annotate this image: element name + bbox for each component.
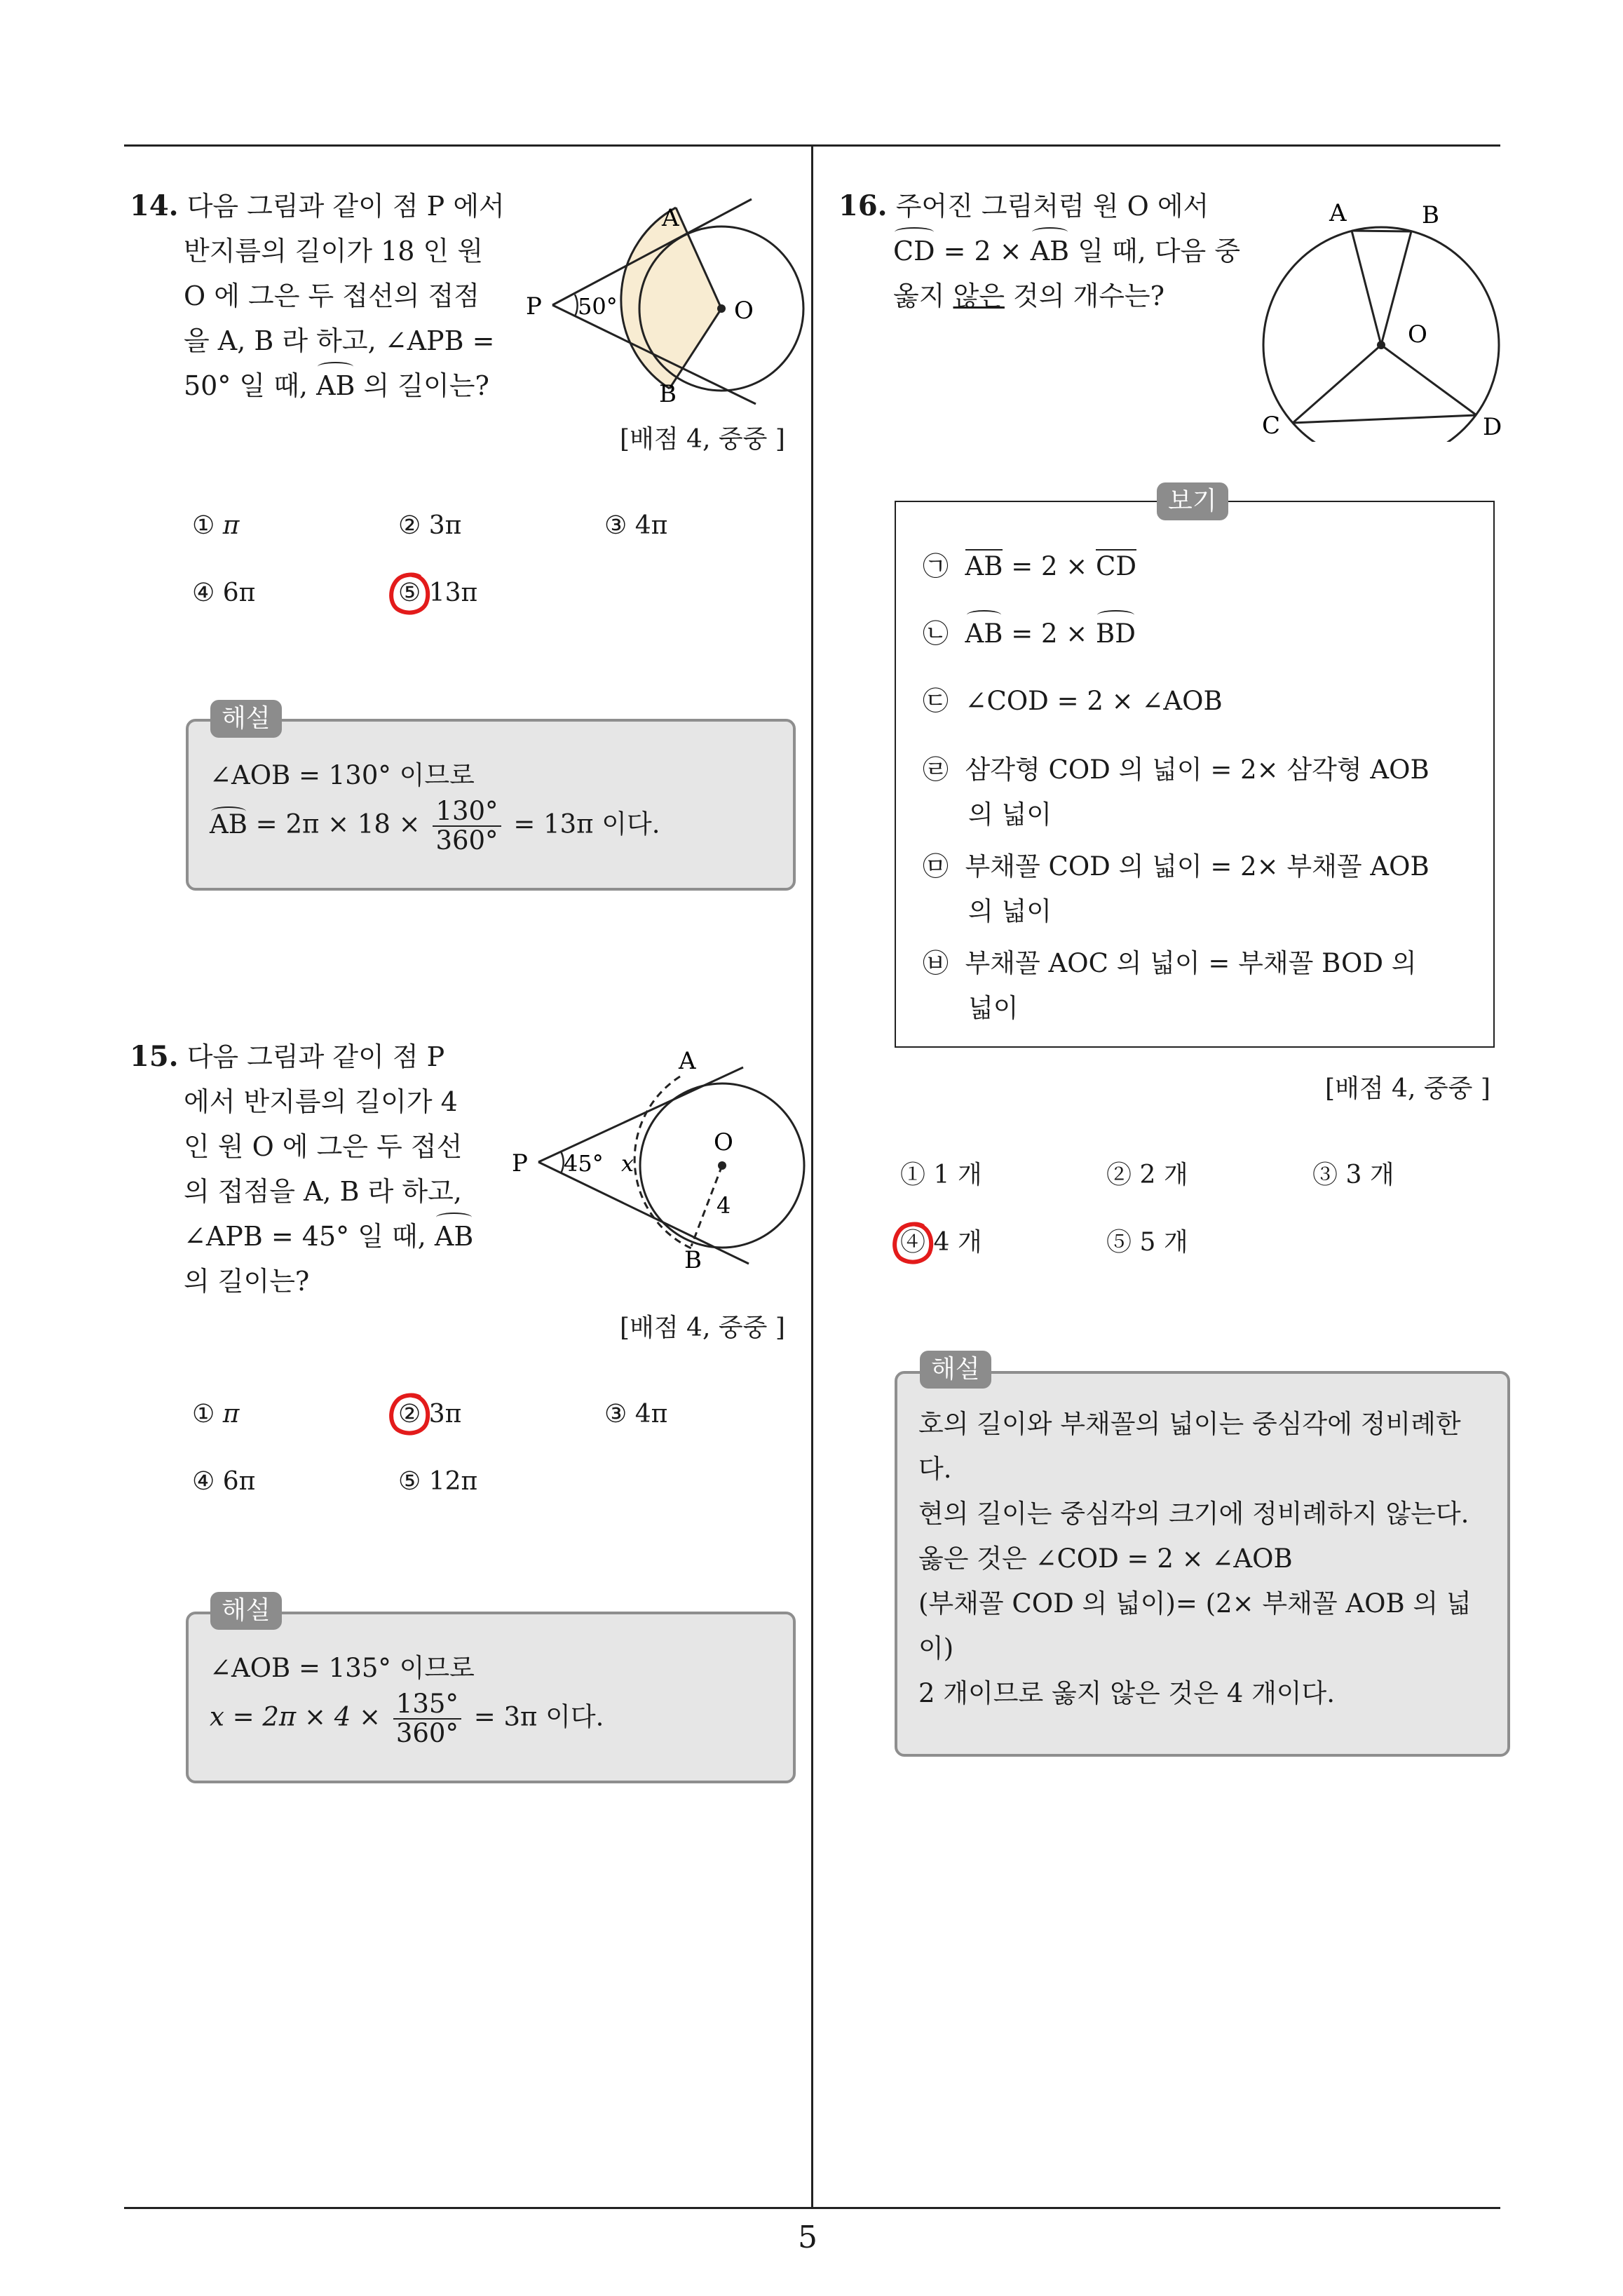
choice-1[interactable]: ① π — [192, 511, 240, 540]
explanation-tag: 해설 — [210, 700, 282, 738]
choice-4[interactable]: ④ 4 개 — [900, 1228, 982, 1257]
label-angle: 45° — [564, 1150, 604, 1177]
label-b: B — [684, 1246, 702, 1274]
choice-2[interactable]: ② 2 개 — [1106, 1161, 1188, 1189]
explanation-box: ∠AOB = 130° 이므로 AB = 2π × 18 × $\frac{130^\circ}{360^\circ}$ = 13π 이다. — [186, 719, 796, 891]
question-text-line: 에서 반지름의 길이가 4 — [184, 1086, 458, 1117]
question-text-line: O 에 그은 두 접선의 접점 — [184, 281, 480, 311]
fraction: $\frac{135^\circ}{360^\circ}$ — [393, 1690, 461, 1748]
q14-figure — [519, 189, 813, 421]
explanation-line: 호의 길이와 부채꼴의 넓이는 중심각에 정비례한 — [918, 1409, 1461, 1439]
question-number: 14. — [130, 189, 179, 222]
label-p: P — [526, 292, 542, 320]
label-a: A — [679, 1047, 696, 1075]
bogi-item-2: ㉡ AB = 2 × BD — [923, 612, 1136, 656]
tangent-line-a — [538, 1067, 743, 1162]
explanation-line: ∠AOB = 130° 이므로 — [210, 760, 475, 790]
explanation-box — [895, 1371, 1510, 1757]
explanation-line: 2 개이므로 옳지 않은 것은 4 개이다. — [918, 1678, 1336, 1708]
question-text-line: 다음 그림과 같이 점 P 에서 — [186, 191, 505, 222]
score-label: [배점 4, 중중 ] — [1325, 1074, 1490, 1103]
explanation-line: (부채꼴 COD 의 넓이)= (2× 부채꼴 AOB 의 넓 — [918, 1588, 1472, 1619]
answer-circle-mark — [386, 569, 435, 619]
explanation-line: 다. — [918, 1454, 952, 1484]
choice-5[interactable]: ⑤ 13π — [398, 579, 478, 607]
question-text-line: 반지름의 길이가 18 인 원 — [184, 236, 484, 266]
arc-label: AB — [210, 808, 247, 842]
bogi-box — [895, 501, 1495, 1048]
label-a: A — [662, 204, 679, 232]
label-x: x — [621, 1150, 634, 1177]
arc-label: AB — [316, 363, 355, 408]
question-text-line: 을 A, B 라 하고, ∠APB = — [184, 325, 495, 356]
arc-label: AB — [435, 1214, 473, 1259]
radius-oc — [1293, 345, 1381, 423]
score-label: [배점 4, 중중 ] — [620, 425, 785, 454]
bogi-item-5: ㉤ 부채꼴 COD 의 넓이 = 2× 부채꼴 AOB — [923, 851, 1430, 882]
question-number: 15. — [130, 1040, 179, 1073]
choice-5[interactable]: ⑤ 5 개 — [1106, 1228, 1188, 1257]
choice-3[interactable]: ③ 4π — [604, 511, 668, 540]
score-label: [배점 4, 중중 ] — [620, 1314, 785, 1342]
explanation-tag: 해설 — [210, 1592, 282, 1630]
explanation-tag: 해설 — [920, 1351, 991, 1389]
question-text-part: 의 길이는? — [355, 370, 489, 401]
explanation-line: ∠AOB = 135° 이므로 — [210, 1653, 475, 1683]
bottom-rule — [124, 2207, 1500, 2209]
label-a: A — [1329, 199, 1347, 227]
explanation-line: 현의 길이는 중심각의 크기에 정비례하지 않는다. — [918, 1499, 1469, 1529]
radius-oa — [1352, 231, 1381, 345]
label-p: P — [512, 1149, 528, 1177]
center-dot — [717, 304, 726, 313]
label-b: B — [1422, 201, 1439, 229]
question-text-line: 주어진 그림처럼 원 O 에서 — [895, 191, 1209, 222]
chord-cd — [1293, 415, 1476, 423]
question-number: 16. — [838, 189, 888, 222]
choice-1[interactable]: ① π — [192, 1400, 240, 1429]
question-text-line: 다음 그림과 같이 점 P — [186, 1041, 445, 1072]
bogi-item-5-cont: 의 넓이 — [968, 896, 1052, 926]
center-dot — [718, 1161, 726, 1170]
choice-3[interactable]: ③ 3 개 — [1312, 1161, 1394, 1189]
underlined-text: 않은 — [953, 281, 1005, 311]
question-text-part: 50° 일 때, — [184, 370, 317, 401]
bogi-item-4-cont: 의 넓이 — [968, 799, 1052, 830]
label-d: D — [1483, 413, 1502, 441]
explanation-box: ∠AOB = 135° 이므로 x = 2π × 4 × $\frac{135^\circ}{360^\circ}$ = 3π 이다. — [186, 1612, 796, 1783]
page-number: 5 — [798, 2220, 817, 2255]
shaded-sector — [621, 208, 721, 389]
label-c: C — [1262, 412, 1281, 440]
q16-figure — [1248, 189, 1514, 442]
label-angle: 50° — [578, 293, 618, 320]
arc-label: CD — [893, 229, 935, 274]
bogi-item-1: ㉠ AB = 2 × CD — [923, 544, 1136, 589]
explanation-line: 옳은 것은 ∠COD = 2 × ∠AOB — [918, 1544, 1293, 1574]
label-b: B — [659, 380, 677, 408]
fraction: $\frac{130^\circ}{360^\circ}$ — [433, 797, 501, 855]
label-o: O — [714, 1128, 733, 1156]
circle-o — [1263, 227, 1499, 442]
radius-ob — [1381, 231, 1411, 345]
label-radius: 4 — [717, 1192, 731, 1219]
choice-2[interactable]: ② 3π — [398, 511, 462, 540]
arc-label: AB — [1031, 229, 1069, 274]
question-text-line: 의 접점을 A, B 라 하고, — [184, 1176, 462, 1207]
answer-circle-mark — [386, 1390, 435, 1439]
label-o: O — [734, 297, 754, 325]
radius-od — [1381, 345, 1476, 415]
center-dot — [1377, 341, 1385, 349]
question-text-line: 의 길이는? — [184, 1266, 310, 1297]
choice-3[interactable]: ③ 4π — [604, 1400, 668, 1429]
bogi-item-3: ㉢ ∠COD = 2 × ∠AOB — [923, 686, 1223, 716]
choice-4[interactable]: ④ 6π — [192, 579, 256, 607]
explanation-line: 이) — [918, 1633, 954, 1663]
answer-circle-mark — [889, 1219, 938, 1268]
question-text-line: 인 원 O 에 그은 두 접선 — [184, 1131, 463, 1162]
bogi-item-6-cont: 넓이 — [968, 993, 1019, 1023]
choice-1[interactable]: ① 1 개 — [900, 1161, 982, 1189]
choice-5[interactable]: ⑤ 12π — [398, 1467, 478, 1496]
question-text-part: ∠APB = 45° 일 때, — [184, 1221, 435, 1252]
choice-2[interactable]: ② 3π — [398, 1400, 462, 1429]
bogi-tag: 보기 — [1157, 482, 1228, 520]
label-o: O — [1408, 320, 1427, 349]
choice-4[interactable]: ④ 6π — [192, 1467, 256, 1496]
bogi-item-4: ㉣ 삼각형 COD 의 넓이 = 2× 삼각형 AOB — [923, 755, 1430, 785]
q15-figure — [491, 1045, 813, 1276]
bogi-item-6: ㉥ 부채꼴 AOC 의 넓이 = 부채꼴 BOD 의 — [923, 948, 1417, 978]
